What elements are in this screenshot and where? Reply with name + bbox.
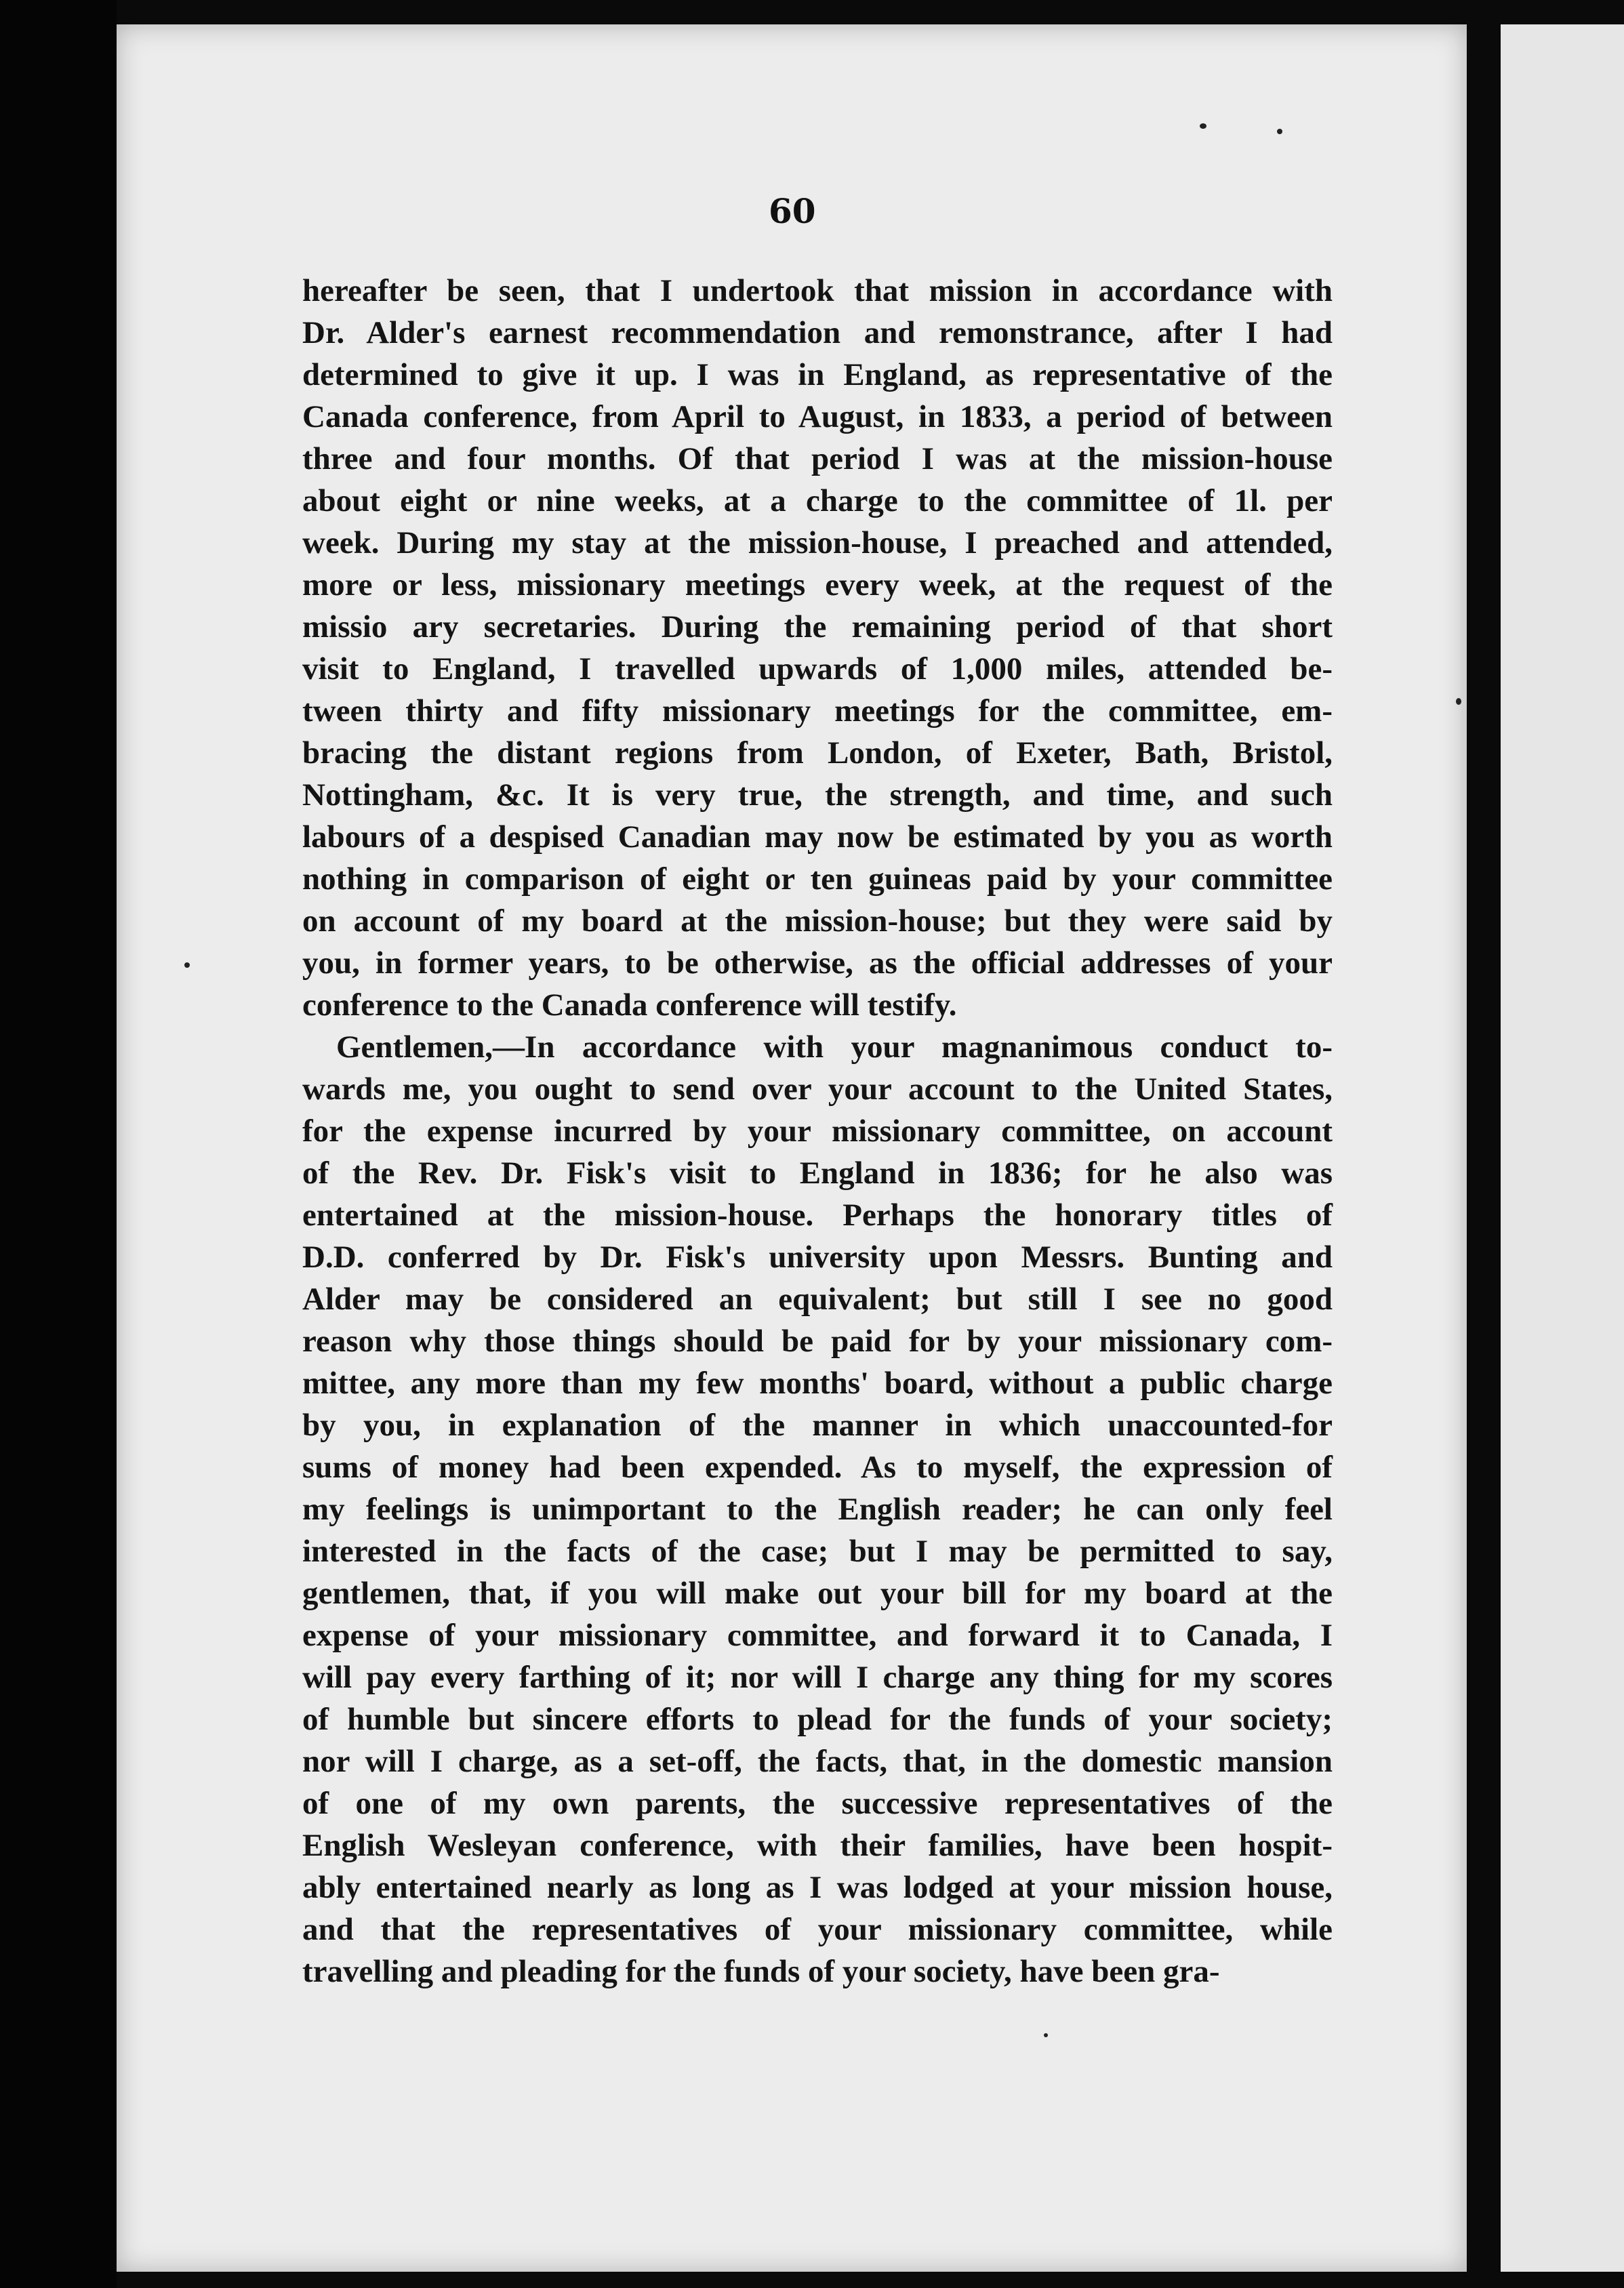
scan-left-margin: [0, 0, 117, 2288]
paragraph: [302, 1026, 1333, 1993]
text-line: Alder may be considered an equivalent; but still I see no good: [302, 1282, 1333, 1317]
text-line: of the Rev. Dr. Fisk's visit to England in 1836; for he also was: [302, 1156, 1333, 1191]
scan-speck: [1044, 2033, 1048, 2037]
facing-page-edge: [1501, 24, 1624, 2272]
text-line: week. During my stay at the mission-house, I preached and attended,: [302, 525, 1333, 560]
text-line: nothing in comparison of eight or ten guineas paid by your committee: [302, 861, 1333, 897]
text-line: more or less, missionary meetings every week, at the request of the: [302, 567, 1333, 602]
text-line: tween thirty and fifty missionary meetings for the committee, em-: [302, 693, 1333, 729]
text-line: D.D. conferred by Dr. Fisk's university upon Messrs. Bunting and: [302, 1240, 1333, 1275]
text-line: my feelings is unimportant to the English reader; he can only feel: [302, 1492, 1333, 1527]
text-line: labours of a despised Canadian may now be estimated by you as worth: [302, 819, 1333, 855]
text-line: on account of my board at the mission-house; but they were said by: [302, 903, 1333, 939]
text-line: expense of your missionary committee, and forward it to Canada, I: [302, 1618, 1333, 1653]
text-line: visit to England, I travelled upwards of 1,000 miles, attended be-: [302, 651, 1333, 687]
scan-speck: [1200, 123, 1206, 129]
text-line: conference to the Canada conference will testify.: [302, 987, 957, 1023]
text-line: of one of my own parents, the successive representatives of the: [302, 1786, 1333, 1821]
paragraph: [302, 270, 1333, 1026]
scan-speck: [1456, 698, 1461, 705]
text-line: gentlemen, that, if you will make out your bill for my board at the: [302, 1576, 1333, 1611]
text-line: Nottingham, &c. It is very true, the strength, and time, and such: [302, 777, 1333, 813]
text-line: for the expense incurred by your missionary committee, on account: [302, 1114, 1333, 1149]
text-line: Gentlemen,—In accordance with your magnanimous conduct to-: [336, 1029, 1333, 1065]
text-line: mittee, any more than my few months' board, without a public charge: [302, 1366, 1333, 1401]
text-line: interested in the facts of the case; but I may be permitted to say,: [302, 1534, 1333, 1569]
page-number: 60: [769, 191, 816, 231]
text-line: nor will I charge, as a set-off, the facts, that, in the domestic mansion: [302, 1744, 1333, 1779]
text-line: missio ary secretaries. During the remaining period of that short: [302, 609, 1333, 645]
text-line: you, in former years, to be otherwise, as the official addresses of your: [302, 945, 1333, 981]
text-line: and that the representatives of your missionary committee, while: [302, 1912, 1333, 1947]
text-line: about eight or nine weeks, at a charge to the committee of 1l. per: [302, 483, 1333, 518]
text-line: bracing the distant regions from London, of Exeter, Bath, Bristol,: [302, 735, 1333, 771]
scan-speck: [184, 962, 190, 968]
text-line: wards me, you ought to send over your account to the United States,: [302, 1071, 1333, 1107]
text-line: of humble but sincere efforts to plead for the funds of your society;: [302, 1702, 1333, 1737]
text-line: hereafter be seen, that I undertook that mission in accordance with: [302, 273, 1333, 308]
text-line: sums of money had been expended. As to myself, the expression of: [302, 1450, 1333, 1485]
text-line: reason why those things should be paid for by your missionary com-: [302, 1324, 1333, 1359]
text-line: ably entertained nearly as long as I was lodged at your mission house,: [302, 1870, 1333, 1905]
text-line: entertained at the mission-house. Perhaps the honorary titles of: [302, 1198, 1333, 1233]
text-line: travelling and pleading for the funds of your society, have been gra-: [302, 1954, 1220, 1989]
text-line: English Wesleyan conference, with their families, have been hospit-: [302, 1828, 1333, 1863]
text-line: will pay every farthing of it; nor will I charge any thing for my scores: [302, 1660, 1333, 1695]
text-line: Canada conference, from April to August, in 1833, a period of between: [302, 399, 1333, 434]
text-line: Dr. Alder's earnest recommendation and remonstrance, after I had: [302, 315, 1333, 350]
text-line: determined to give it up. I was in England, as representative of the: [302, 357, 1333, 392]
text-line: three and four months. Of that period I was at the mission-house: [302, 441, 1333, 476]
page-body: [302, 270, 1333, 1993]
scan-speck: [1277, 129, 1282, 134]
text-line: by you, in explanation of the manner in which unaccounted-for: [302, 1408, 1333, 1443]
